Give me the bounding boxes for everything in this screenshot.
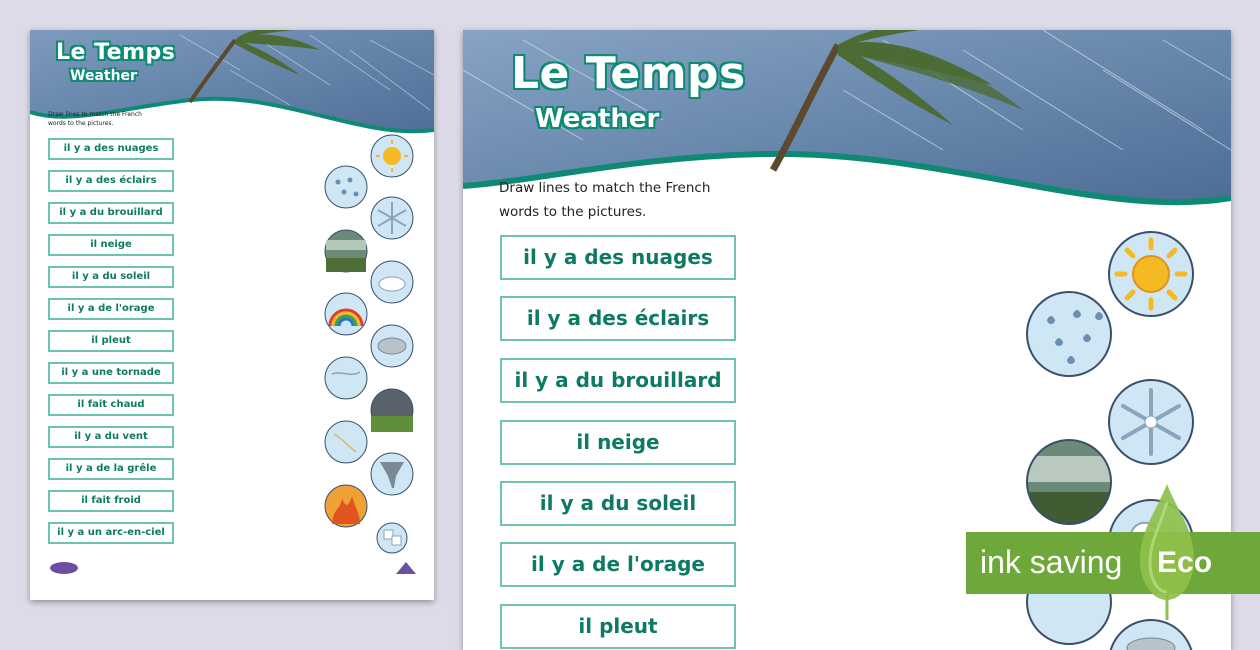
sun-icon[interactable]	[1109, 232, 1193, 316]
word-box[interactable]: il y a des nuages	[48, 138, 174, 160]
storm-cloud-icon[interactable]	[371, 325, 413, 367]
word-box[interactable]: il y a des nuages	[500, 235, 736, 280]
rain-icon[interactable]	[325, 166, 367, 208]
picture-column	[322, 134, 432, 554]
word-box[interactable]: il pleut	[500, 604, 736, 649]
word-box[interactable]: il y a de la grêle	[48, 458, 174, 480]
word-box[interactable]: il y a du brouillard	[48, 202, 174, 224]
word-box[interactable]: il fait chaud	[48, 394, 174, 416]
eco-ink-saving-banner	[966, 532, 1260, 594]
word-box[interactable]: il y a du vent	[48, 426, 174, 448]
tornado-icon[interactable]	[371, 453, 413, 495]
rainbow-icon[interactable]	[325, 293, 367, 335]
sun-icon[interactable]	[371, 135, 413, 177]
word-box[interactable]: il neige	[48, 234, 174, 256]
worksheet-subtitle-large: Weather	[535, 104, 660, 134]
worksheet-thumbnail[interactable]	[30, 30, 434, 600]
hail-icon[interactable]	[325, 421, 367, 463]
footer-badge-icon	[394, 560, 418, 578]
brand-logo-icon	[48, 560, 80, 576]
storm-cloud-icon[interactable]	[1109, 620, 1193, 650]
word-box[interactable]: il y a de l'orage	[48, 298, 174, 320]
snowflake-icon[interactable]	[1109, 380, 1193, 464]
word-box[interactable]: il y a des éclairs	[48, 170, 174, 192]
snowflake-icon[interactable]	[371, 197, 413, 239]
rain-icon[interactable]	[1027, 292, 1111, 376]
ice-cubes-icon[interactable]	[377, 523, 407, 553]
instruction-line-1: Draw lines to match the French	[499, 180, 711, 196]
eco-label: Eco	[1157, 546, 1213, 579]
word-box[interactable]: il y a de l'orage	[500, 542, 736, 587]
word-box[interactable]: il y a du brouillard	[500, 358, 736, 403]
word-box[interactable]: il fait froid	[48, 490, 174, 512]
worksheet-title-large: Le Temps	[511, 48, 746, 99]
word-box[interactable]: il y a une tornade	[48, 362, 174, 384]
worksheet-instruction	[48, 110, 142, 128]
fog-icon[interactable]	[1023, 440, 1115, 524]
instruction-line-2: words to the pictures.	[499, 204, 647, 220]
word-box[interactable]: il y a du soleil	[500, 481, 736, 526]
instruction-line-1: Draw lines to match the French	[48, 111, 142, 118]
wind-icon[interactable]	[325, 357, 367, 399]
eco-banner-text: ink saving	[980, 544, 1123, 580]
worksheet-title: Le Temps	[56, 40, 176, 65]
worksheet-instruction-large	[499, 176, 710, 224]
cloud-icon[interactable]	[371, 261, 413, 303]
fire-icon[interactable]	[325, 485, 367, 527]
instruction-line-2: words to the pictures.	[48, 120, 114, 127]
word-box[interactable]: il pleut	[48, 330, 174, 352]
worksheet-subtitle: Weather	[70, 68, 137, 84]
word-box[interactable]: il y a un arc-en-ciel	[48, 522, 174, 544]
word-box[interactable]: il y a des éclairs	[500, 296, 736, 341]
fog-icon[interactable]	[325, 230, 367, 272]
word-box[interactable]: il y a du soleil	[48, 266, 174, 288]
word-box[interactable]: il neige	[500, 420, 736, 465]
thunderstorm-icon[interactable]	[371, 389, 413, 432]
